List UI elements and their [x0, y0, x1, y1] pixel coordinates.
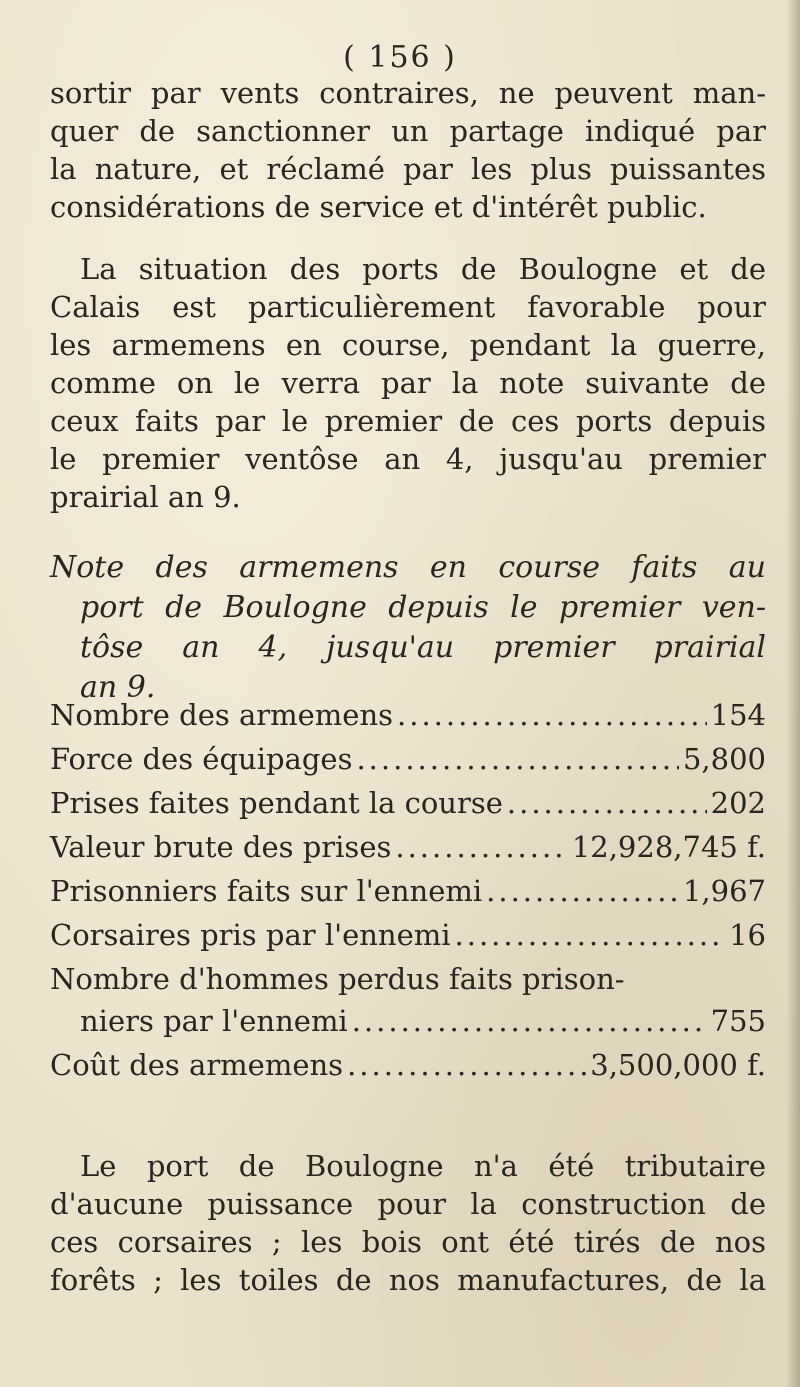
stat-row: [50, 830, 766, 874]
dot-leader: [486, 874, 679, 908]
paragraph-continuation: [50, 74, 766, 226]
text-line: sortir par vents contraires, ne peuvent man-: [50, 76, 766, 110]
text-line: forêts ; les toiles de nos manufactures, de la: [50, 1263, 766, 1297]
stat-label: Prisonniers faits sur l'ennemi: [50, 874, 483, 908]
stat-value: 154: [710, 698, 766, 732]
stat-label: Corsaires pris par l'ennemi: [50, 918, 451, 952]
stat-row: [50, 698, 766, 742]
text-line: ceux faits par le premier de ces ports depuis: [50, 404, 766, 438]
stat-label: niers par l'ennemi: [80, 1004, 348, 1038]
text-line: d'aucune puissance pour la construction de: [50, 1187, 766, 1221]
paragraph-boulogne-port: [50, 1147, 766, 1299]
text-line: la nature, et réclamé par les plus puissantes: [50, 152, 766, 186]
dot-leader: [356, 742, 679, 776]
stat-row: [50, 786, 766, 830]
stat-value: 1,967: [682, 874, 766, 908]
stat-value: 755: [710, 1004, 766, 1038]
stat-value: 12,928,745 f.: [571, 830, 766, 864]
stat-row: [50, 918, 766, 962]
stat-label: Force des équipages: [50, 742, 353, 776]
page-edge-shadow: [786, 0, 800, 1387]
page-number: ( 156 ): [343, 40, 457, 75]
dot-leader: [397, 698, 707, 732]
stat-row: [50, 742, 766, 786]
note-heading-line: port de Boulogne depuis le premier ven-: [80, 590, 766, 625]
text-line: prairial an 9.: [50, 480, 241, 514]
text-line: La situation des ports de Boulogne et de: [80, 252, 766, 286]
text-line: ces corsaires ; les bois ont été tirés de nos: [50, 1225, 766, 1259]
stat-value: 3,500,000 f.: [590, 1048, 766, 1082]
text-line: considérations de service et d'intérêt public.: [50, 190, 707, 224]
stat-label: Nombre d'hommes perdus faits prison-: [50, 962, 625, 996]
dot-leader: [395, 830, 567, 864]
dot-leader: [352, 1004, 707, 1038]
statistics-list: [50, 698, 766, 1092]
text-line: quer de sanctionner un partage indiqué par: [50, 114, 766, 148]
note-heading: [50, 548, 766, 708]
dot-leader: [455, 918, 726, 952]
text-line: le premier ventôse an 4, jusqu'au premier: [50, 442, 766, 476]
stat-label: Nombre des armemens: [50, 698, 394, 732]
stat-label: Valeur brute des prises: [50, 830, 392, 864]
stat-value: 5,800: [682, 742, 766, 776]
stat-value: 16: [729, 918, 766, 952]
text-line: Le port de Boulogne n'a été tributaire: [80, 1149, 766, 1183]
text-line: comme on le verra par la note suivante de: [50, 366, 766, 400]
text-line: Calais est particulièrement favorable pour: [50, 290, 766, 324]
stat-row: [50, 1004, 766, 1048]
paragraph-situation: [50, 250, 766, 516]
note-heading-line: tôse an 4, jusqu'au premier prairial: [80, 630, 766, 665]
dot-leader: [507, 786, 707, 820]
text-line: les armemens en course, pendant la guerre,: [50, 328, 766, 362]
stat-row-multiline: [50, 962, 766, 1048]
note-heading-line: Note des armemens en course faits au: [50, 550, 766, 585]
stat-label: Coût des armemens: [50, 1048, 344, 1082]
stat-value: 202: [710, 786, 766, 820]
dot-leader: [347, 1048, 586, 1082]
stat-row: [50, 874, 766, 918]
stat-label: Prises faites pendant la course: [50, 786, 503, 820]
stat-row: [50, 1048, 766, 1092]
note-heading-line: an 9.: [80, 670, 156, 705]
